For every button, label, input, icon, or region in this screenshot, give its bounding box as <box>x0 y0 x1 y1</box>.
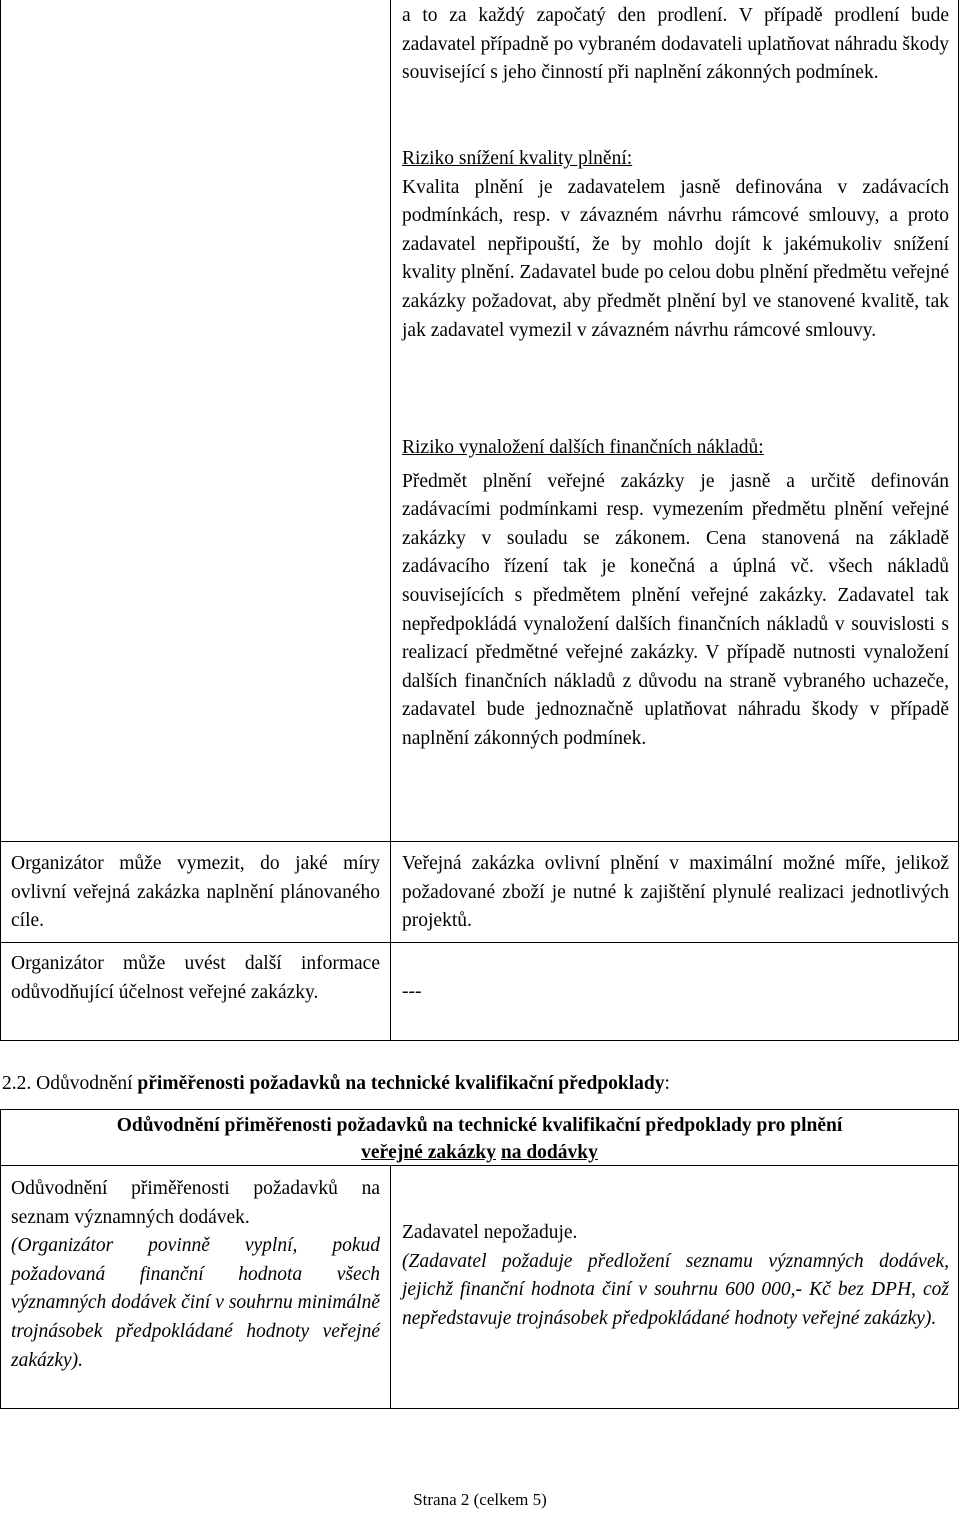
section-bold-title: přiměřenosti požadavků na technické kvalifikační předpoklady <box>137 1073 665 1094</box>
risk-quality-block <box>402 145 949 345</box>
other-left-text: Organizátor může uvést další informace odůvodňující účelnost veřejné zakázky. <box>11 953 380 1003</box>
bottom-right-cell <box>402 1219 949 1333</box>
section-number: 2.2. <box>2 1073 32 1094</box>
section-prefix: Odůvodnění <box>36 1073 138 1094</box>
risk-costs-block <box>402 434 949 754</box>
influence-right-text: Veřejná zakázka ovlivní plnění v maximální možné míře, jelikož požadované zboží je nutné k zajištění plynulé realizaci jednotlivých projektů. <box>402 853 949 932</box>
risk-costs-text: Předmět plnění veřejné zakázky je jasně a určitě definován zadávacími podmínkami resp. vymezením předmětu plnění veřejné zakázky v souladu se zákonem. Cena stanovená na základě zadávacího řízení tak je konečná a úplná vč. všech nákladů souvisejících s předmětem plnění veřejné zakázky. Zadavatel tak nepředpokládá vynaložení dalších finančních nákladů v souvislosti s realizací předmětné veřejné zakázky. V případě nutnosti vynaložení dalších finančních nákladů z důvodu na straně vybraného uchazeče, zadavatel bude jednoznačně uplatňovat náhradu škody v případě naplnění zákonných podmínek. <box>402 470 949 749</box>
risk-costs-heading: Riziko vynaložení dalších finančních nákladů: <box>402 437 764 458</box>
bottom-table-header <box>0 1109 959 1165</box>
table-border <box>0 1040 959 1041</box>
bottom-right-plain: Zadavatel nepožaduje. <box>402 1222 578 1243</box>
risk-quality-heading: Riziko snížení kvality plnění: <box>402 148 633 169</box>
section-suffix: : <box>664 1073 670 1094</box>
header-line-1: Odůvodnění přiměřenosti požadavků na technické kvalifikační předpoklady pro plnění <box>116 1115 843 1136</box>
bottom-right-italic: (Zadavatel požaduje předložení seznamu významných dodávek, jejichž finanční hodnota činí v souhrnu 600 000,- Kč bez DPH, což nepředstavuje trojnásobek předpokládané hodnoty veřejné zakázky). <box>402 1250 949 1329</box>
bottom-left-cell <box>11 1175 380 1375</box>
header-line-2b: na dodávky <box>500 1142 598 1163</box>
other-right-text: --- <box>402 981 422 1002</box>
bottom-left-italic: (Organizátor povinně vyplní, pokud požadovaná finanční hodnota všech významných dodávek činí v souhrnu minimálně trojnásobek předpokládané hodnoty veřejné zakázky). <box>11 1235 380 1371</box>
section-heading <box>2 1070 670 1099</box>
influence-left-text: Organizátor může vymezit, do jaké míry ovlivní veřejná zakázka naplnění plánovaného cíle. <box>11 853 380 932</box>
bottom-table <box>0 1109 959 1409</box>
table-border <box>0 1408 959 1409</box>
continuation-paragraph: a to za každý započatý den prodlení. V případě prodlení bude zadavatel případně po vybraném dodavateli uplatňovat náhradu škody související s jeho činností při naplnění zákonných podmínek. <box>402 5 949 84</box>
header-line-2a: veřejné zakázky <box>361 1142 496 1163</box>
table-border <box>390 1165 391 1409</box>
table-border <box>0 0 1 1041</box>
table-border <box>0 841 959 842</box>
bottom-left-plain: Odůvodnění přiměřenosti požadavků na seznam významných dodávek. <box>11 1178 380 1228</box>
table-border <box>958 0 959 1041</box>
table-border <box>0 942 959 943</box>
header-line-2 <box>0 1139 959 1166</box>
table-border <box>390 0 391 1041</box>
page-footer: Strana 2 (celkem 5) <box>413 1490 547 1509</box>
risk-quality-text: Kvalita plnění je zadavatelem jasně definována v zadávacích podmínkách, resp. v závazném návrhu rámcové smlouvy, a proto zadavatel nepřipouští, že by mohlo dojít k jakémukoliv snížení kvality plnění. Zadavatel bude po celou dobu plnění předmětu veřejné zakázky požadovat, aby předmět plnění byl ve stanovené kvalitě, tak jak zadavatel vymezil v závazném návrhu rámcové smlouvy. <box>402 176 949 341</box>
